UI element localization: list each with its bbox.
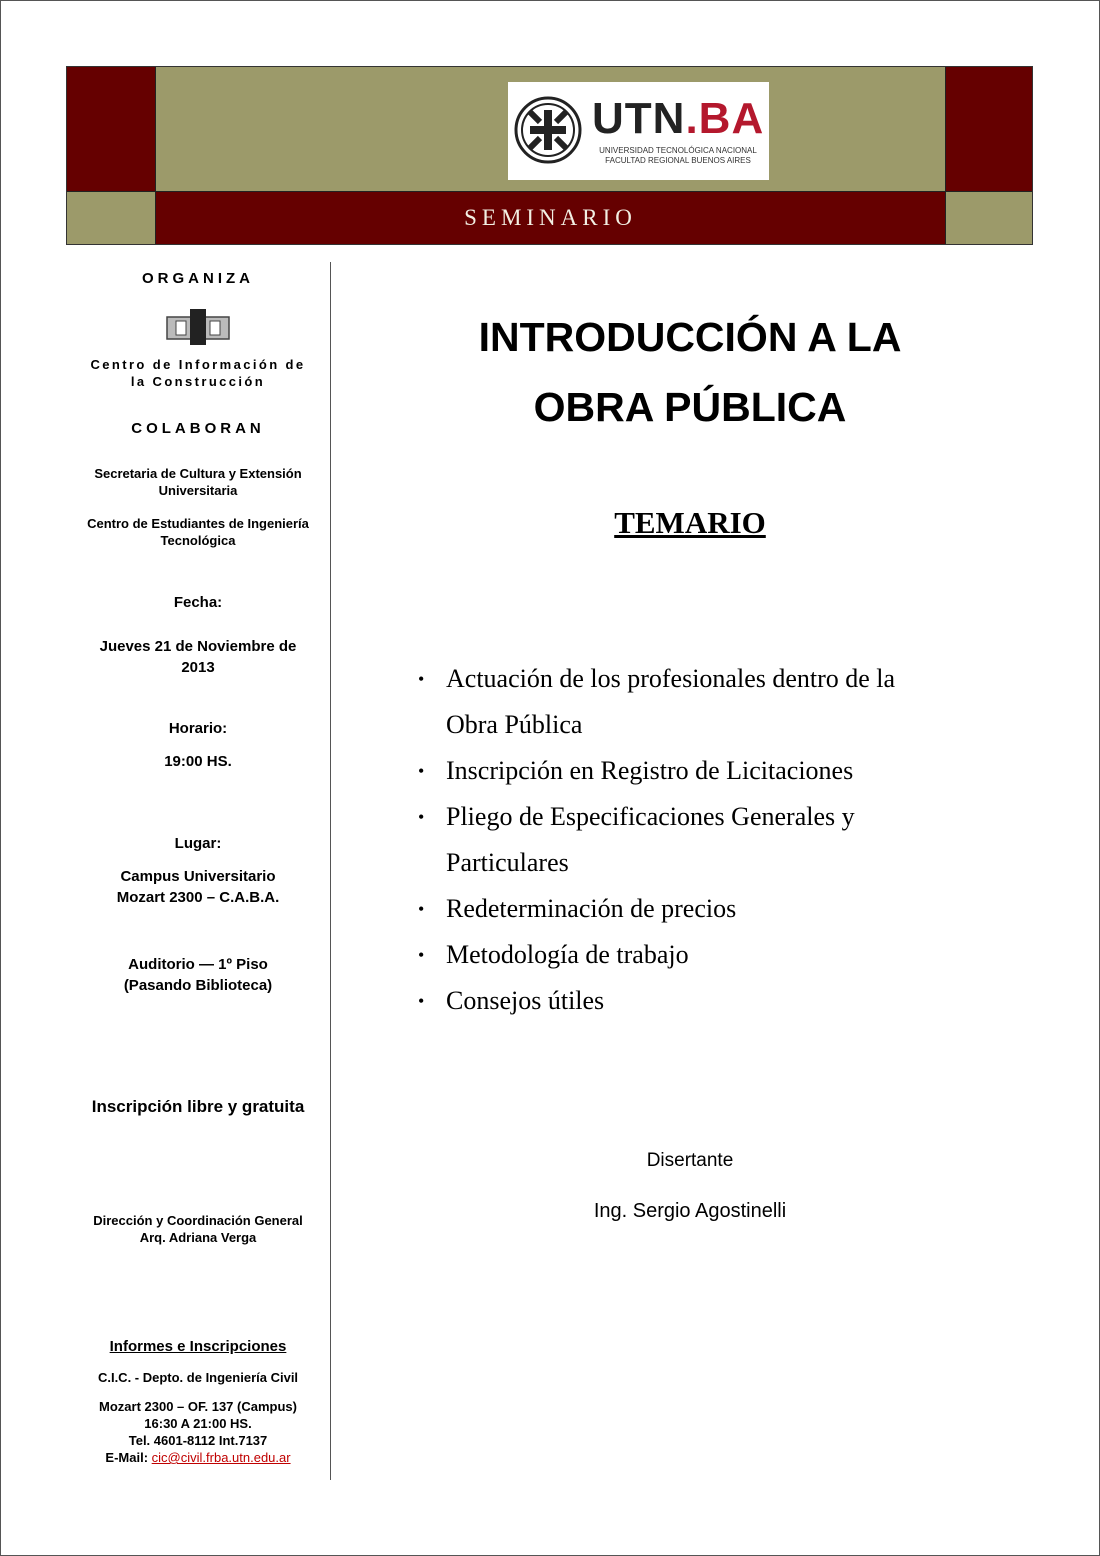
logo-sub-line2: FACULTAD REGIONAL BUENOS AIRES (605, 156, 751, 165)
colaborador-2-line2: Tecnológica (160, 533, 236, 548)
lugar-line1: Campus Universitario (120, 868, 276, 885)
informes-heading: Informes e Inscripciones (109, 1338, 287, 1355)
logo-sub-line1: UNIVERSIDAD TECNOLÓGICA NACIONAL (599, 146, 757, 155)
utn-emblem-icon (514, 96, 582, 164)
topic-line: Particulares (446, 848, 569, 877)
colaborador-1-line1: Secretaria de Cultura y Extensión (94, 466, 302, 481)
banner-block-top-center (156, 67, 945, 192)
temario-heading: TEMARIO (614, 505, 766, 540)
direccion-line1: Dirección y Coordinación General (93, 1213, 303, 1228)
title-line2: OBRA PÚBLICA (533, 384, 847, 430)
seminario-label: SEMINARIO (464, 205, 637, 230)
informes-address: Mozart 2300 – OF. 137 (Campus) (99, 1399, 297, 1414)
utn-wordmark (592, 96, 764, 142)
seminar-title (340, 302, 1040, 442)
auditorio-line1: Auditorio — 1º Piso (128, 956, 268, 973)
disertante-label: Disertante (646, 1150, 734, 1171)
topic-line: • Metodología de trabajo (446, 940, 689, 969)
email-label: E-Mail: (105, 1450, 152, 1465)
banner-block-top-right (945, 67, 1032, 192)
utn-logo (508, 82, 769, 180)
banner-block-bottom-left (67, 192, 156, 244)
disertante-name: Ing. Sergio Agostinelli (593, 1200, 787, 1222)
lugar-label: Lugar: (174, 835, 222, 852)
topic-line: Obra Pública (446, 710, 583, 739)
inscripcion-note: Inscripción libre y gratuita (91, 1097, 305, 1116)
topic-line: • Redeterminación de precios (446, 894, 737, 923)
header-banner (66, 66, 1033, 245)
colaborador-2-line1: Centro de Estudiantes de Ingeniería (87, 516, 309, 531)
logo-accent-text: .BA (685, 94, 765, 143)
logo-subtitle (592, 146, 764, 166)
direccion-line2: Arq. Adriana Verga (139, 1230, 257, 1245)
topic-item (418, 978, 998, 1024)
colaborador-1-line2: Universitaria (158, 483, 238, 498)
fecha-label: Fecha: (173, 594, 223, 611)
informes-email-row (66, 1449, 330, 1466)
cic-name-line2: la Construcción (130, 374, 266, 389)
title-line1: INTRODUCCIÓN A LA (478, 314, 902, 360)
topic-item (418, 794, 998, 886)
email-link[interactable]: cic@civil.frba.utn.edu.ar (151, 1450, 291, 1465)
topic-item (418, 656, 998, 748)
topics-list (418, 656, 998, 1024)
banner-block-top-left (67, 67, 156, 192)
topic-line: • Actuación de los profesionales dentro de la (446, 664, 896, 693)
organiza-heading: ORGANIZA (142, 270, 254, 287)
banner-block-bottom-center (156, 192, 945, 244)
cic-name-line1: Centro de Información de (90, 357, 306, 372)
topic-item (418, 886, 998, 932)
logo-main-text: UTN (592, 94, 686, 143)
horario-value: 19:00 HS. (164, 753, 232, 770)
topic-line: • Consejos útiles (446, 986, 605, 1015)
informes-phone: Tel. 4601-8112 Int.7137 (128, 1433, 268, 1448)
topic-line: • Inscripción en Registro de Licitaciones (446, 756, 854, 785)
fecha-line1: Jueves 21 de Noviembre de (99, 638, 297, 655)
informes-hours: 16:30 A 21:00 HS. (144, 1416, 252, 1431)
auditorio-line2: (Pasando Biblioteca) (123, 977, 273, 994)
colaboran-heading: COLABORAN (131, 420, 265, 437)
column-divider (330, 262, 331, 1480)
horario-label: Horario: (168, 720, 228, 737)
topic-line: • Pliego de Especificaciones Generales y (446, 802, 855, 831)
banner-block-bottom-right (945, 192, 1032, 244)
lugar-line2: Mozart 2300 – C.A.B.A. (116, 889, 280, 906)
fecha-line2: 2013 (181, 659, 215, 676)
cic-logo-icon (166, 308, 230, 346)
topic-item (418, 932, 998, 978)
informes-dept: C.I.C. - Depto. de Ingeniería Civil (97, 1370, 299, 1385)
topic-item (418, 748, 998, 794)
